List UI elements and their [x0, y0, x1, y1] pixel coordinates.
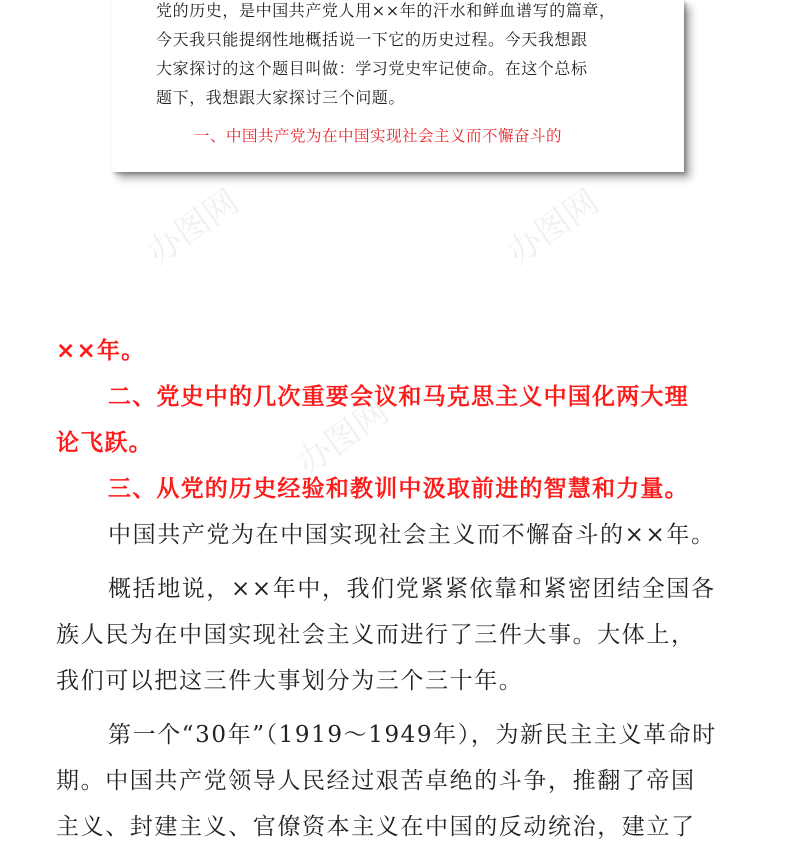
- section-heading-2: 二、党史中的几次重要会议和马克思主义中国化两大理: [108, 384, 689, 410]
- card-line: 大家探讨的这个题目叫做：学习党史牢记使命。在这个总标: [156, 59, 588, 78]
- paragraph-2-line: 我们可以把这三件大事划分为三个三十年。: [56, 668, 524, 694]
- watermark: 办图网: [499, 181, 607, 274]
- preview-card: [112, 0, 684, 172]
- watermark: 办图网: [289, 391, 397, 484]
- card-line: 题下，我想跟大家探讨三个问题。: [156, 88, 406, 107]
- paragraph-3-line: 主义、封建主义、官僚资本主义在中国的反动统治，建立了: [56, 814, 696, 840]
- section-heading-3: 三、从党的历史经验和教训中汲取前进的智慧和力量。: [108, 476, 689, 502]
- paragraph-3-line: 第一个“30年”（1919～1949年），为新民主主义革命时: [108, 722, 717, 748]
- paragraph-2-line: 族人民为在中国实现社会主义而进行了三件大事。大体上，: [56, 622, 696, 648]
- paragraph-3-line: 期。中国共产党领导人民经过艰苦卓绝的斗争，推翻了帝国: [56, 768, 696, 794]
- paragraph-1: 中国共产党为在中国实现社会主义而不懈奋斗的××年。: [108, 522, 716, 548]
- section-heading-continuation: ××年。: [56, 338, 146, 364]
- document-body: [56, 328, 756, 850]
- card-paragraph: [156, 0, 656, 112]
- watermark: 办图网: [139, 181, 247, 274]
- paragraph-2-line: 概括地说，××年中，我们党紧紧依靠和紧密团结全国各: [108, 576, 716, 602]
- card-line: 党的历史，是中国共产党人用××年的汗水和鲜血谱写的篇章，: [156, 1, 616, 20]
- card-section-heading: 一、中国共产党为在中国实现社会主义而不懈奋斗的: [194, 127, 563, 145]
- section-heading-2-continuation: 论飞跃。: [56, 430, 153, 456]
- card-line: 今天我只能提纲性地概括说一下它的历史过程。今天我想跟: [156, 30, 588, 49]
